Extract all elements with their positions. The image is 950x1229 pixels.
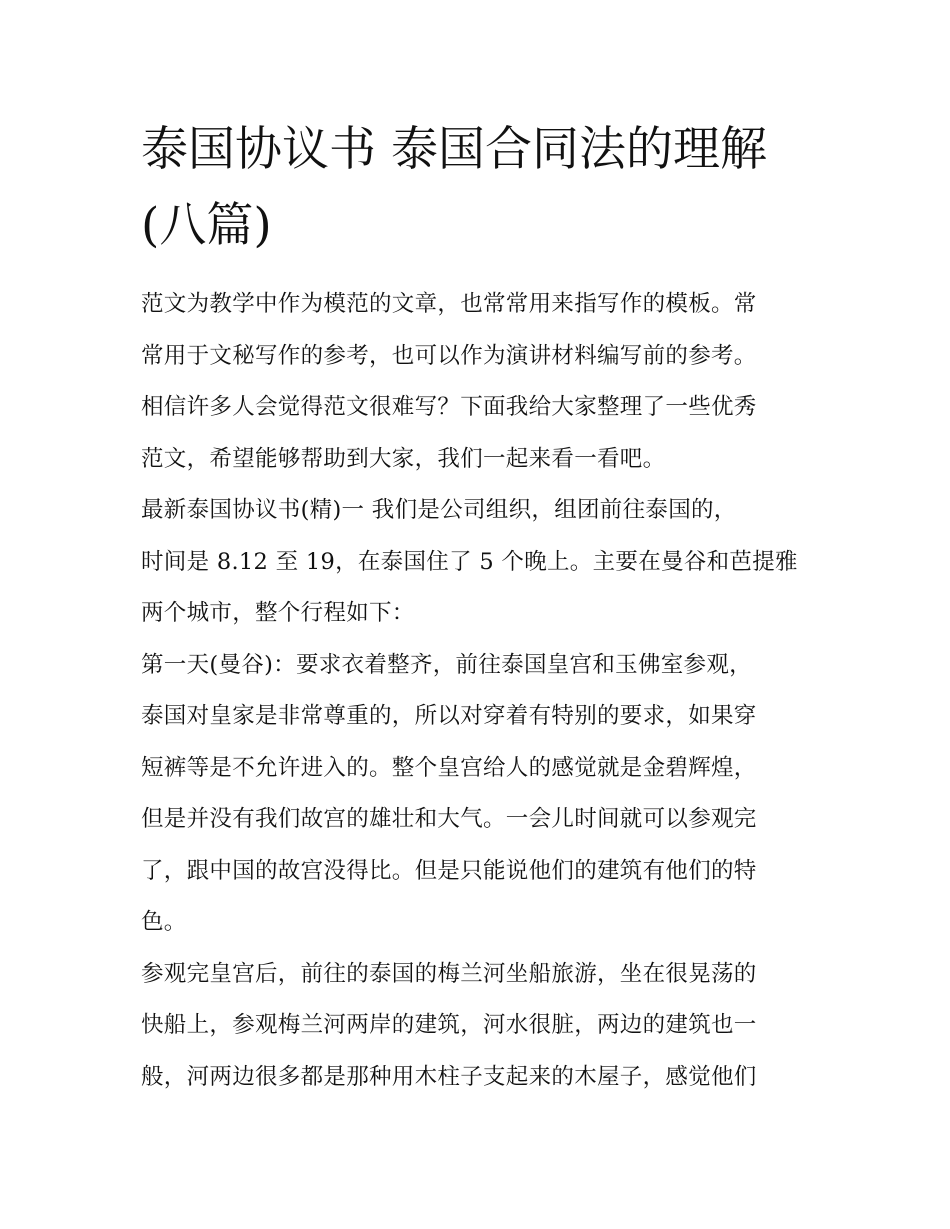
document-page: [141, 112, 816, 1103]
title-line-1: 泰国协议书 泰国合同法的理解: [141, 122, 767, 177]
text-line: 时间是 8.12 至 19，在泰国住了 5 个晚上。主要在曼谷和芭提雅: [141, 548, 798, 575]
text-line: 两个城市，整个行程如下：: [141, 600, 415, 626]
text-line: 最新泰国协议书(精)一 我们是公司组织，组团前往泰国的，: [141, 497, 737, 523]
text-line: 常用于文秘写作的参考，也可以作为演讲材料编写前的参考。: [141, 342, 757, 369]
text-line: 范文为教学中作为模范的文章，也常常用来指写作的模板。常: [141, 291, 757, 317]
text-line: 般，河两边很多都是那种用木柱子支起来的木屋子，感觉他们: [141, 1063, 757, 1090]
text-line: 相信许多人会觉得范文很难写？下面我给大家整理了一些优秀: [141, 394, 757, 420]
text-line: 了，跟中国的故宫没得比。但是只能说他们的建筑有他们的特: [141, 857, 757, 884]
document-title: [141, 112, 816, 264]
title-line-2: (八篇): [141, 198, 272, 253]
text-line: 但是并没有我们故宫的雄壮和大气。一会儿时间就可以参观完: [141, 806, 757, 832]
text-line: 短裤等是不允许进入的。整个皇宫给人的感觉就是金碧辉煌，: [141, 754, 757, 781]
text-line: 参观完皇宫后，前往的泰国的梅兰河坐船旅游，坐在很晃荡的: [141, 960, 757, 987]
text-line: 泰国对皇家是非常尊重的，所以对穿着有特别的要求，如果穿: [141, 703, 757, 729]
text-line: 快船上，参观梅兰河两岸的建筑，河水很脏，两边的建筑也一: [141, 1012, 757, 1038]
text-line: 范文，希望能够帮助到大家，我们一起来看一看吧。: [141, 445, 666, 472]
text-line: 第一天(曼谷)：要求衣着整齐，前往泰国皇宫和玉佛室参观，: [141, 651, 752, 678]
text-line: 色。: [141, 909, 187, 935]
body-text: [141, 279, 816, 1103]
